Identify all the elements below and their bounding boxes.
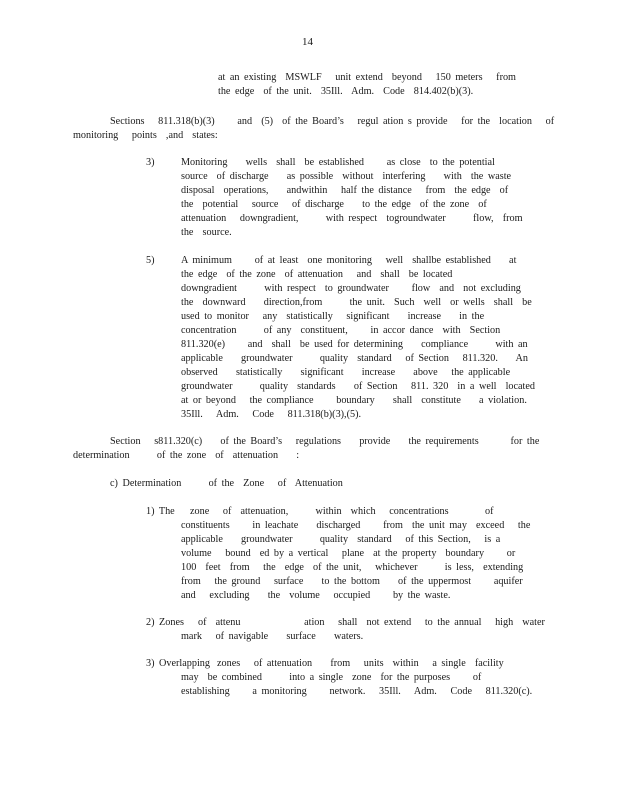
sub-item-line: applicable groundwater quality standard of this Section, is a <box>181 534 501 545</box>
list-item-line: 35Ill. Adm. Code 811.318(b)(3),(5). <box>181 409 362 420</box>
sub-item-line: volume bound ed by a vertical plane at the property boundary or <box>181 548 516 559</box>
sub-item-line: zone of attenuation, within which concentrations of <box>190 506 494 517</box>
paragraph-line: monitoring points ,and states: <box>73 130 218 141</box>
sub-item-line: may be combined into a single zone for the purposes of <box>181 672 482 683</box>
list-item-label: 5) <box>146 255 155 266</box>
list-item-line: applicable groundwater quality standard of Section 811.320. An <box>181 353 528 364</box>
paragraph-line: determination of the zone of attenuation : <box>73 450 300 461</box>
list-item-line: Monitoring wells shall be established as close to the potential <box>181 157 495 168</box>
sub-item-label: 1) The <box>146 506 175 517</box>
list-item-label: 3) <box>146 157 155 168</box>
quote-top-line: at an existing MSWLF unit extend beyond 150 meters from <box>218 72 516 83</box>
sub-item-line: establishing a monitoring network. 35Ill. Adm. Code 811.320(c). <box>181 686 533 697</box>
sub-item-line: mark of navigable surface waters. <box>181 631 364 642</box>
paragraph-line: Section s811.320(c) of the Board’s regulations provide the requirements for the <box>110 436 540 447</box>
list-item-line: the edge of the zone of attenuation and shall be located <box>181 269 453 280</box>
list-item-line: A minimum of at least one monitoring well shallbe established at <box>181 255 517 266</box>
sub-item-line: zones of attenuation from units within a single facility <box>217 658 504 669</box>
list-item-line: the potential source of discharge to the edge of the zone of <box>181 199 487 210</box>
list-item-line: 811.320(e) and shall be used for determining compliance with an <box>181 339 528 350</box>
sub-item-line: and excluding the volume occupied by the waste. <box>181 590 451 601</box>
list-item-line: attenuation downgradient, with respect togroundwater flow, from <box>181 213 523 224</box>
list-item-line: downgradient with respect to groundwater flow and not excluding <box>181 283 521 294</box>
page-number: 14 <box>302 36 313 48</box>
sub-item-line: 100 feet from the edge of the unit, whichever is less, extending <box>181 562 524 573</box>
list-item-line: groundwater quality standards of Section 811. 320 in a well located <box>181 381 536 392</box>
sub-item-line: from the ground surface to the bottom of the uppermost aquifer <box>181 576 523 587</box>
list-item-line: source of discharge as possible without interfering with the waste <box>181 171 512 182</box>
list-item-line: disposal operations, andwithin half the distance from the edge of <box>181 185 509 196</box>
sub-item-line: constituents in leachate discharged from the unit may exceed the <box>181 520 531 531</box>
paragraph-line: Sections 811.318(b)(3) and (5) of the Board’s regul ation s provide for the location of <box>110 116 555 127</box>
list-item-line: the downward direction,from the unit. Such well or wells shall be <box>181 297 532 308</box>
list-item-line: at or beyond the compliance boundary shall constitute a violation. <box>181 395 527 406</box>
subsection-heading: c) Determination of the Zone of Attenuation <box>110 478 343 489</box>
list-item-line: the source. <box>181 227 232 238</box>
sub-item-label: 2) Zones <box>146 617 184 628</box>
sub-item-line: of attenu ation shall not extend to the annual high water <box>198 617 545 628</box>
quote-top-line: the edge of the unit. 35Ill. Adm. Code 814.402(b)(3). <box>218 86 474 97</box>
list-item-line: used to monitor any statistically significant increase in the <box>181 311 485 322</box>
list-item-line: observed statistically significant increase above the applicable <box>181 367 511 378</box>
list-item-line: concentration of any constituent, in accor dance with Section <box>181 325 501 336</box>
sub-item-label: 3) Overlapping <box>146 658 210 669</box>
